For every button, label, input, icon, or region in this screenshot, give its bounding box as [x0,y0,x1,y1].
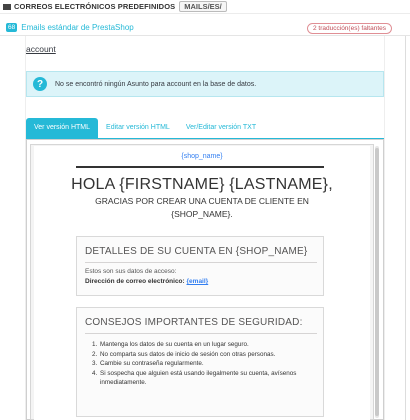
email-preview [34,146,370,420]
panel-border [405,36,406,420]
email-line [85,278,208,285]
account-details-title: DETALLES DE SU CUENTA EN {SHOP_NAME} [85,246,308,257]
alert-message: No se encontró ningún Asunto para account en la base de datos. [55,80,257,88]
path-breadcrumb: MAILS/ES/ [179,1,227,12]
list-item: 4. Si sospecha que alguien está usando ilegalmente su cuenta, avísenos inmediatamente. [99,369,309,388]
security-tips-title: CONSEJOS IMPORTANTES DE SEGURIDAD: [85,317,303,328]
email-header-divider [76,166,324,168]
email-greeting: HOLA {FIRSTNAME} {LASTNAME}, [71,176,333,193]
box-divider [85,333,317,334]
info-alert [26,71,384,97]
account-intro: Estos son sus datos de acceso: [85,268,177,275]
missing-translations-badge[interactable]: 2 traducción(es) faltantes [307,23,392,34]
scrollbar-thumb[interactable] [375,148,379,416]
security-tips-box [76,307,324,417]
page-title: CORREOS ELECTRÓNICOS PREDEFINIDOS [14,2,176,11]
security-tips-list [99,340,309,388]
tab-edit-txt[interactable]: Ver/Editar versión TXT [185,124,257,131]
envelope-icon [3,4,11,10]
panel-title: Emails estándar de PrestaShop [21,23,134,32]
account-details-box [76,236,324,296]
page-header [0,0,410,14]
template-name-link[interactable]: account [26,44,56,54]
preview-scrollbar[interactable] [375,146,379,418]
count-badge: 68 [8,24,16,31]
email-value-link[interactable]: {email} [186,278,209,285]
email-label: Dirección de correo electrónico: [85,278,185,285]
question-icon: ? [33,77,47,91]
box-divider [85,262,317,263]
list-item: 1. Mantenga los datos de su cuenta en un lugar seguro. [99,340,309,350]
list-item: 2. No comparta sus datos de inicio de sesión con otras personas. [99,350,309,360]
tab-edit-html[interactable]: Editar versión HTML [106,124,170,131]
tab-view-html[interactable]: Ver versión HTML [26,118,98,138]
list-item: 3. Cambie su contraseña regularmente. [99,359,309,369]
panel-heading [0,20,410,36]
view-tabs [26,118,264,138]
email-thanks: GRACIAS POR CREAR UNA CUENTA DE CLIENTE EN {SHOP_NAME}. [95,196,309,219]
email-shop-name: {shop_name} [181,153,223,160]
